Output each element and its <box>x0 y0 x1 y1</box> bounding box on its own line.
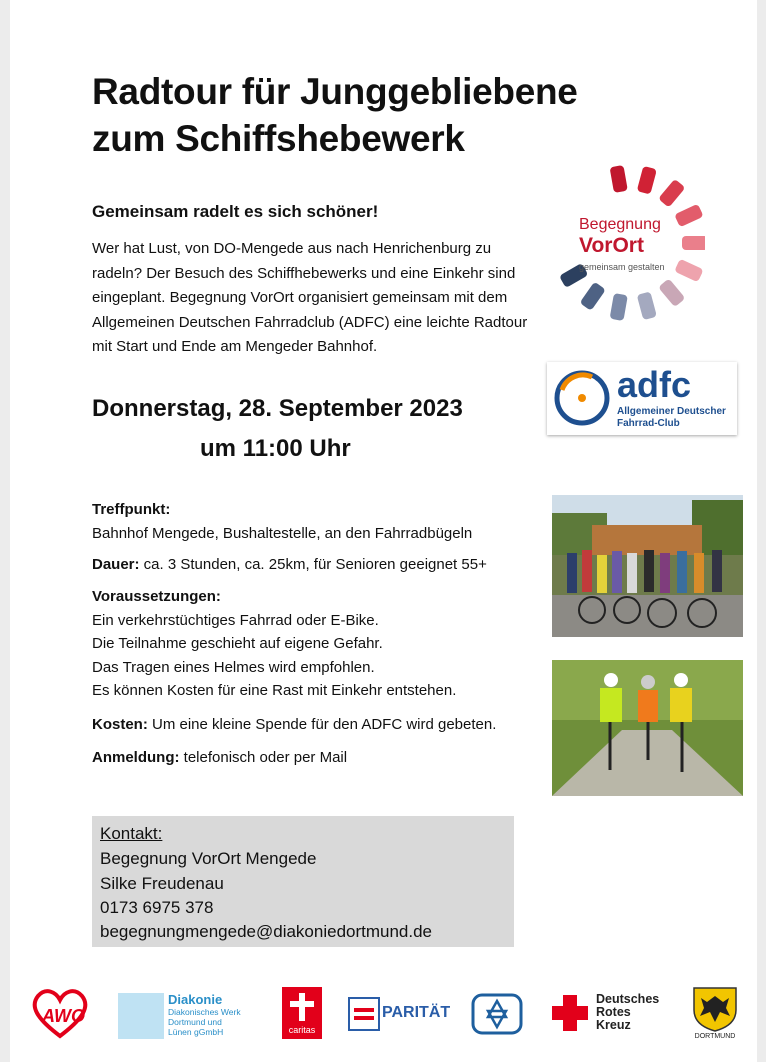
contact-heading: Kontakt: <box>100 824 163 843</box>
dortmund-text: DORTMUND <box>694 1033 736 1040</box>
diakonie-logo <box>118 993 258 1039</box>
drk-logo <box>550 993 680 1035</box>
diakonie-subtext: Diakonisches Werk Dortmund und Lünen gGmbH <box>168 1007 241 1037</box>
paritaet-logo <box>348 997 453 1033</box>
title-line-1: Radtour für Junggebliebene <box>92 71 578 112</box>
voraussetzung-line: Es können Kosten für eine Rast mit Einkehr entstehen. <box>92 682 457 699</box>
adfc-logo <box>547 362 737 435</box>
caritas-text: caritas <box>288 1025 316 1035</box>
diakonie-title: Diakonie <box>168 992 223 1007</box>
event-date: Donnerstag, 28. September 2023 <box>92 395 463 422</box>
drk-text: Deutsches Rotes Kreuz <box>596 992 660 1032</box>
treffpunkt-text: Bahnhof Mengede, Bushaltestelle, an den Fahrradbügeln <box>92 524 473 542</box>
treffpunkt-label: Treffpunkt: <box>92 501 171 518</box>
contact-box <box>92 816 514 947</box>
begegnung-logo-line2: VorOrt <box>579 234 644 257</box>
paritaet-text: PARITÄT <box>382 1004 451 1021</box>
caritas-logo <box>282 987 322 1039</box>
anmeldung-text: telefonisch oder per Mail <box>179 749 348 766</box>
dauer-text: ca. 3 Stunden, ca. 25km, für Senioren geeignet 55+ <box>139 556 487 573</box>
awo-text: AWO <box>42 1006 85 1026</box>
begegnung-logo-tagline: gemeinsam gestalten <box>579 262 665 272</box>
kosten-text: Um eine kleine Spende für den ADFC wird gebeten. <box>147 716 497 733</box>
flyer-page <box>10 0 757 1062</box>
dauer-label: Dauer: <box>92 556 140 573</box>
intro-paragraph: Wer hat Lust, von DO-Mengede aus nach Henrichenburg zu radeln? Der Besuch des Schiffhebewerks und eine Einkehr sind eingeplant. Begegnung VorOrt organisiert gemeinsam mit dem Allgemeinen Deutschen Fahrradclub (ADFC) eine leichte Radtour mit Start und Ende am Mengeder Bahnhof. <box>92 240 528 355</box>
group-photo-image <box>552 495 743 637</box>
eagle-coat-of-arms-icon <box>692 986 738 1032</box>
begegnung-logo-line1: Begegnung <box>579 216 661 233</box>
caritas-cross-icon <box>288 991 316 1023</box>
voraussetzung-line: Die Teilnahme geschieht auf eigene Gefahr. <box>92 635 383 652</box>
voraussetzung-line: Ein verkehrstüchtiges Fahrrad oder E-Bike. <box>92 611 379 629</box>
star-of-david-icon <box>471 993 523 1035</box>
anmeldung-label: Anmeldung: <box>92 749 180 766</box>
title-line-2: zum Schiffshebewerk <box>92 118 465 159</box>
anmeldung-section <box>92 746 542 770</box>
paritaet-equals-icon <box>348 997 380 1031</box>
kosten-section <box>92 713 562 737</box>
adfc-subline-2: Fahrrad-Club <box>617 418 680 429</box>
contact-org: Begegnung VorOrt Mengede <box>100 849 317 868</box>
contact-phone[interactable]: 0173 6975 378 <box>100 898 214 917</box>
voraussetzungen-section <box>92 585 542 703</box>
kosten-label: Kosten: <box>92 716 148 733</box>
treffpunkt-section <box>92 498 542 545</box>
adfc-name: adfc <box>617 364 692 405</box>
adfc-subline-1: Allgemeiner Deutscher <box>617 406 726 417</box>
contact-name: Silke Freudenau <box>100 874 224 893</box>
event-time: um 11:00 Uhr <box>200 435 351 462</box>
awo-logo <box>28 988 92 1040</box>
dauer-section <box>92 553 542 577</box>
subtitle: Gemeinsam radelt es sich schöner! <box>92 202 379 221</box>
dortmund-logo <box>692 986 738 1044</box>
group-photo <box>552 495 743 637</box>
diakonie-square-icon <box>118 993 164 1039</box>
cyclists-photo-image <box>552 660 743 796</box>
red-cross-icon <box>550 993 590 1033</box>
cyclists-photo <box>552 660 743 796</box>
adfc-wheel-icon <box>552 368 612 428</box>
contact-email[interactable]: begegnungmengede@diakoniedortmund.de <box>100 922 433 941</box>
begegnung-vorort-logo <box>555 158 705 328</box>
voraussetzung-line: Das Tragen eines Helmes wird empfohlen. <box>92 658 375 676</box>
jewish-welfare-logo <box>471 993 523 1035</box>
voraussetzungen-label: Voraussetzungen: <box>92 588 221 605</box>
page-title <box>92 68 578 162</box>
